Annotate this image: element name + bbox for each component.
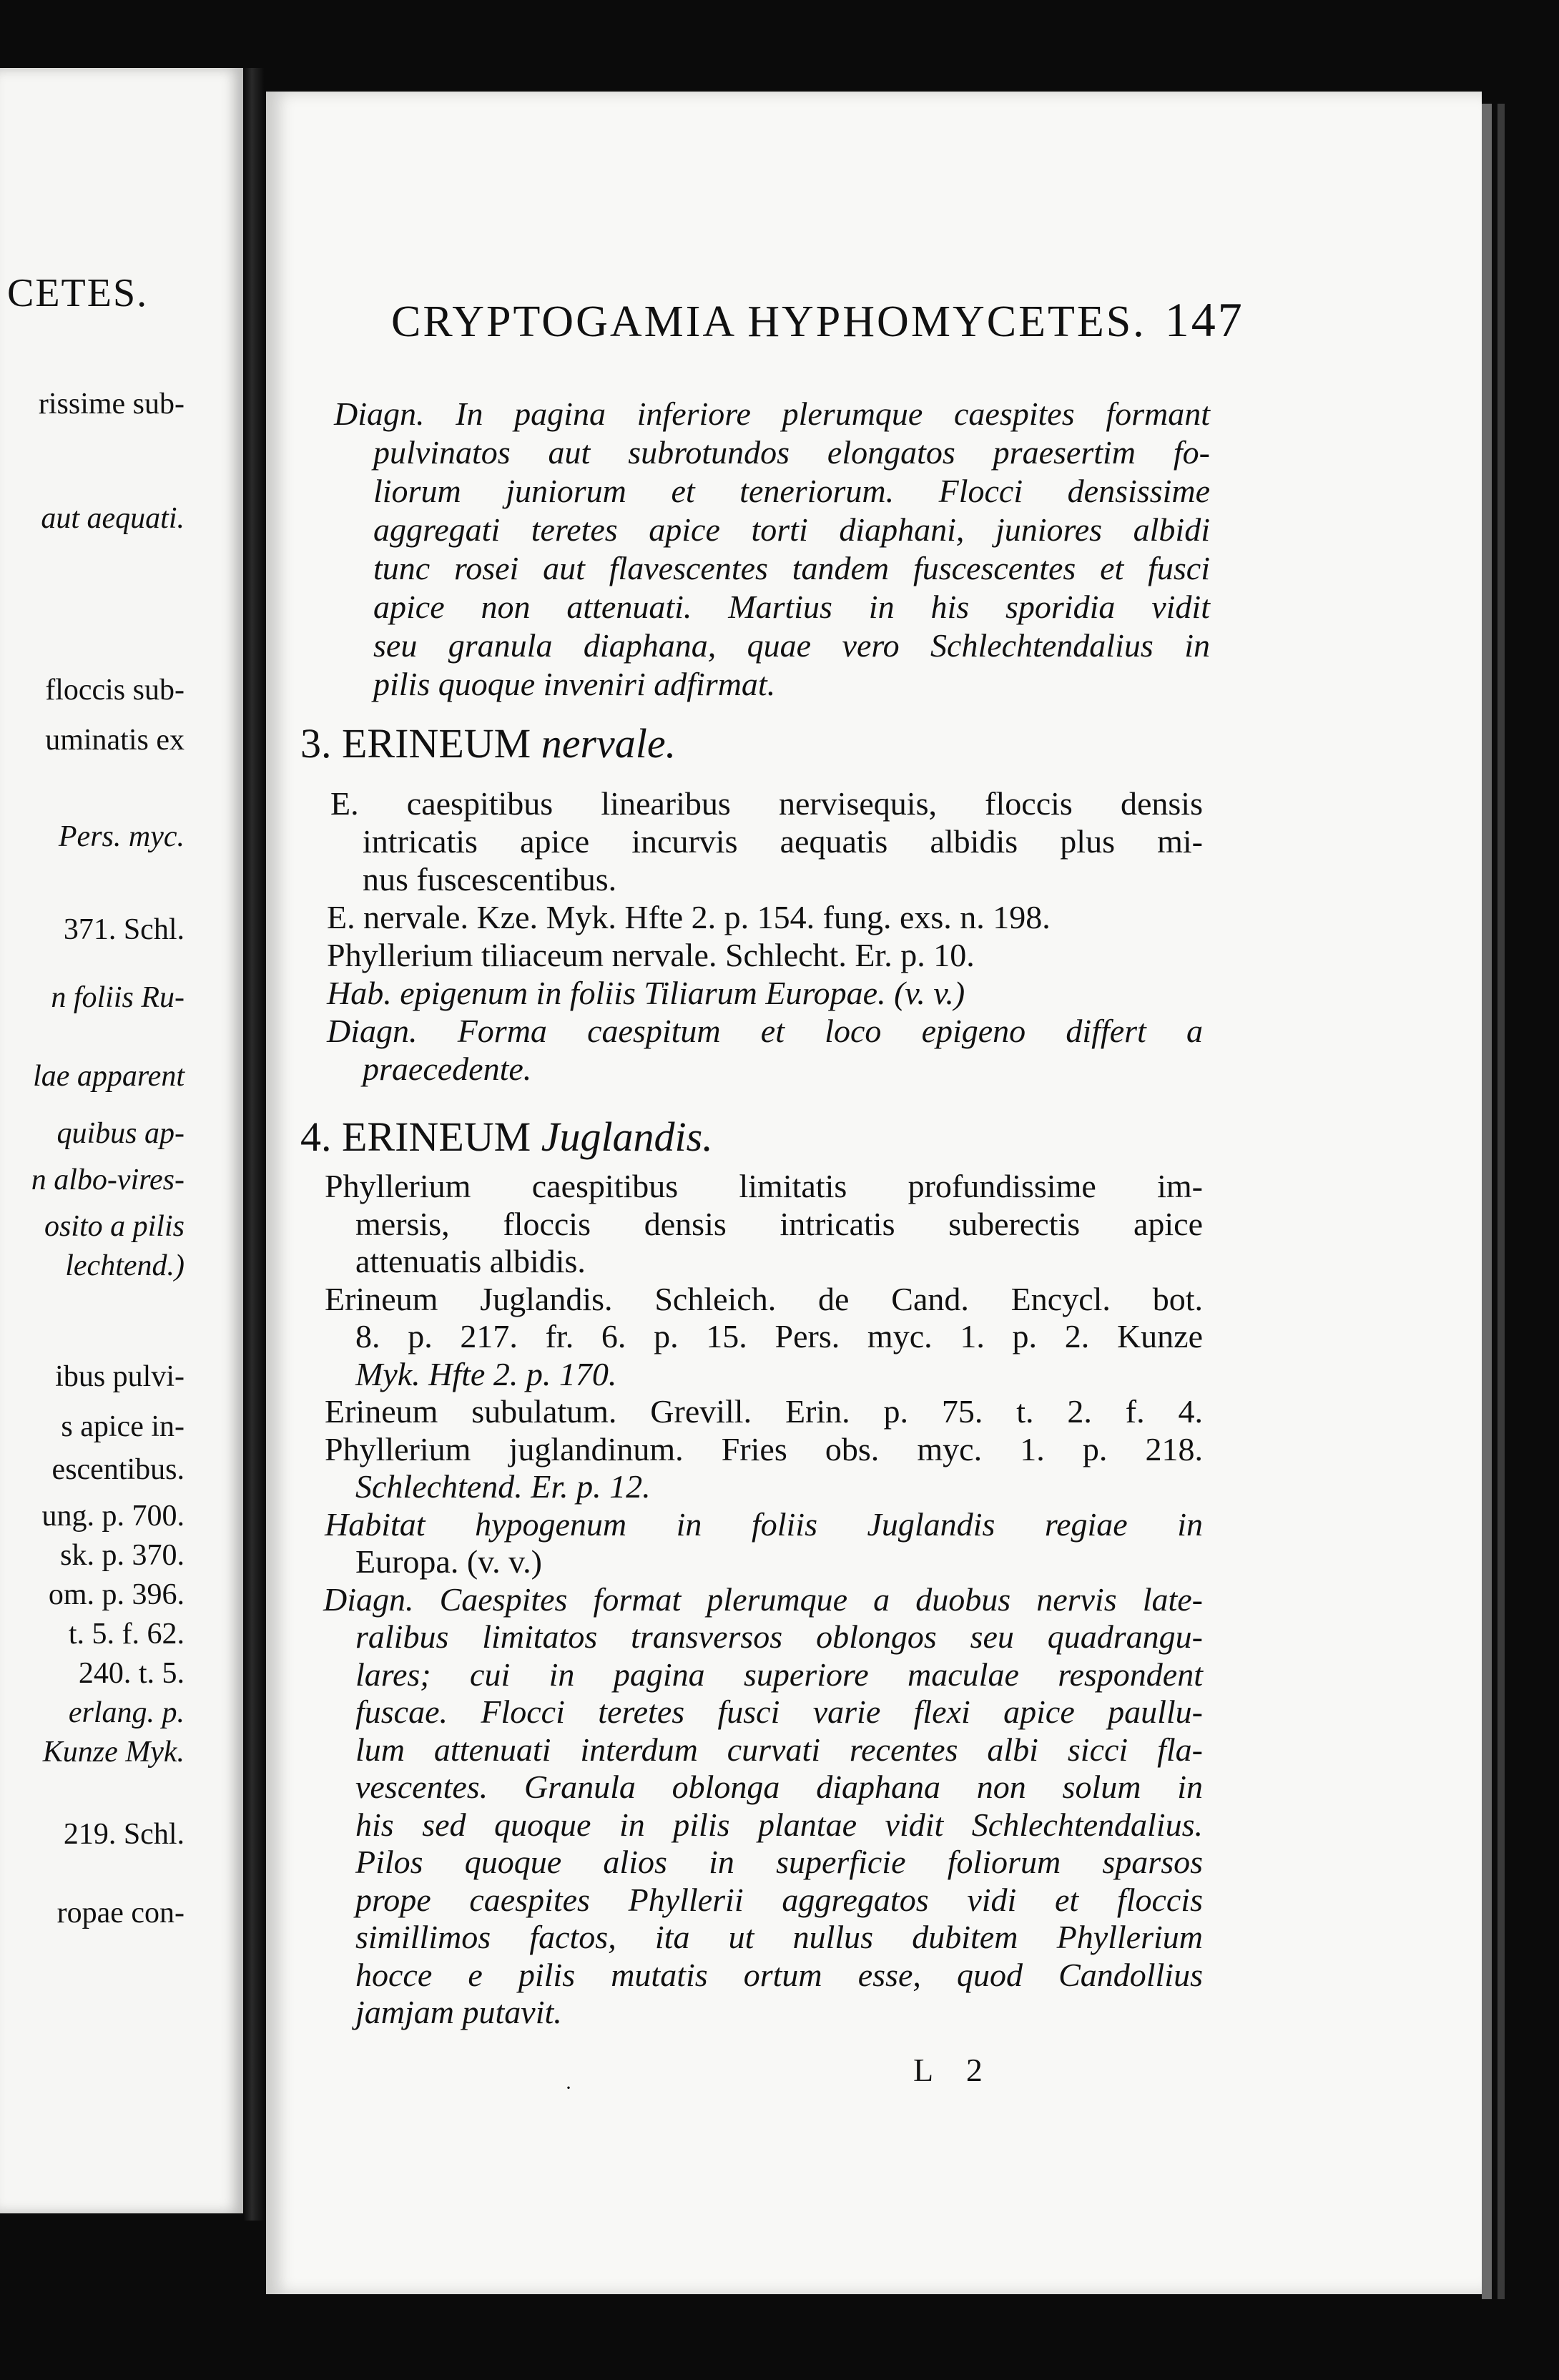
previous-page-line: Kunze Myk. xyxy=(42,1736,185,1769)
previous-page-line: lechtend.) xyxy=(65,1249,185,1282)
previous-page-line: rissime sub- xyxy=(38,388,185,421)
previous-page-line: sk. p. 370. xyxy=(60,1539,185,1572)
text-line: tunc rosei aut flavescentes tandem fuscescentes et fusci xyxy=(373,550,1210,586)
book-page xyxy=(266,92,1482,2294)
previous-page-line: lae apparent xyxy=(33,1060,185,1093)
text-line: prope caespites Phyllerii aggregatos vidi et floccis xyxy=(355,1881,1203,1918)
text-line: 8. p. 217. fr. 6. p. 15. Pers. myc. 1. p. 2. Kunze xyxy=(355,1318,1203,1354)
text-line: his sed quoque in pilis plantae vidit Schlechtendalius. xyxy=(355,1806,1203,1843)
text-line: Schlechtend. Er. p. 12. xyxy=(355,1468,651,1505)
species-genus: ERINEUM xyxy=(342,720,531,767)
text-line: Habitat hypogenum in foliis Juglandis regiae in xyxy=(325,1505,1203,1543)
book-gutter xyxy=(243,68,265,2221)
text-line: simillimos factos, ita ut nullus dubitem Phyllerium xyxy=(355,1919,1203,1955)
text-line: Hab. epigenum in foliis Tiliarum Europae. (v. v.) xyxy=(327,975,965,1011)
species-number: 3. xyxy=(300,720,332,767)
previous-page-line: ropae con- xyxy=(56,1897,185,1929)
stray-mark: · xyxy=(565,2076,572,2100)
text-line: pulvinatos aut subrotundos elongatos praesertim fo- xyxy=(373,434,1210,471)
text-line: Diagn. Forma caespitum et loco epigeno differt a xyxy=(327,1013,1203,1049)
text-line: attenuatis albidis. xyxy=(355,1243,586,1279)
page-edge xyxy=(1482,104,1492,2299)
previous-page xyxy=(0,68,243,2213)
text-line: Myk. Hfte 2. p. 170. xyxy=(355,1355,617,1392)
page-edge-shadow xyxy=(1497,104,1505,2299)
text-line: Erineum Juglandis. Schleich. de Cand. Encycl. bot. xyxy=(325,1280,1203,1317)
previous-page-line: om. p. 396. xyxy=(48,1578,185,1611)
text-line: seu granula diaphana, quae vero Schlechtendalius in xyxy=(373,627,1210,664)
text-line: Phyllerium juglandinum. Fries obs. myc. 1. p. 218. xyxy=(325,1430,1203,1467)
text-line: intricatis apice incurvis aequatis albidis plus mi- xyxy=(363,823,1203,860)
text-line: Erineum subulatum. Grevill. Erin. p. 75. t. 2. f. 4. xyxy=(325,1393,1203,1430)
text-line: Diagn. Caespites format plerumque a duobus nervis late- xyxy=(323,1580,1203,1618)
previous-page-line: t. 5. f. 62. xyxy=(68,1618,185,1651)
text-line: aggregati teretes apice torti diaphani, juniores albidi xyxy=(373,511,1210,548)
text-line: Phyllerium caespitibus limitatis profundissime im- xyxy=(325,1168,1203,1204)
species-heading-4 xyxy=(300,1114,713,1160)
previous-page-line: Pers. myc. xyxy=(58,820,185,853)
text-line: fuscae. Flocci teretes fusci varie flexi apice paullu- xyxy=(355,1693,1203,1730)
previous-page-line: quibus ap- xyxy=(56,1117,185,1150)
text-line: lum attenuati interdum curvati recentes albi sicci fla- xyxy=(355,1731,1203,1768)
text-line: nus fuscescentibus. xyxy=(363,861,617,898)
species-number: 4. xyxy=(300,1113,332,1160)
species-epithet: nervale. xyxy=(541,720,677,767)
previous-page-running-head: CETES. xyxy=(7,275,149,311)
text-line: mersis, floccis densis intricatis suberectis apice xyxy=(355,1205,1203,1242)
signature-mark: L 2 xyxy=(913,2052,995,2088)
running-head-title: CRYPTOGAMIA HYPHOMYCETES. xyxy=(391,298,1146,346)
previous-page-line: erlang. p. xyxy=(68,1696,185,1729)
text-line: E. caespitibus linearibus nervisequis, floccis densis xyxy=(330,785,1203,822)
text-line: liorum juniorum et teneriorum. Flocci densissime xyxy=(373,473,1210,509)
previous-page-line: osito a pilis xyxy=(44,1210,185,1243)
previous-page-line: ibus pulvi- xyxy=(55,1360,185,1393)
previous-page-line: n foliis Ru- xyxy=(51,981,185,1014)
previous-page-line: aut aequati. xyxy=(41,502,185,535)
previous-page-line: uminatis ex xyxy=(45,724,185,757)
text-line: pilis quoque inveniri adfirmat. xyxy=(373,666,776,702)
text-line: praecedente. xyxy=(363,1051,532,1087)
previous-page-line: 240. t. 5. xyxy=(78,1657,185,1690)
page-number: 147 xyxy=(1164,292,1244,347)
text-line: lares; cui in pagina superiore maculae respondent xyxy=(355,1656,1203,1693)
text-line: E. nervale. Kze. Myk. Hfte 2. p. 154. fung. exs. n. 198. xyxy=(327,899,1051,935)
species-heading-3 xyxy=(300,721,676,767)
text-line: Pilos quoque alios in superficie foliorum sparsos xyxy=(355,1844,1203,1880)
running-head xyxy=(391,292,1464,348)
previous-page-line: 219. Schl. xyxy=(63,1818,185,1851)
text-line: apice non attenuati. Martius in his sporidia vidit xyxy=(373,589,1210,625)
species-genus: ERINEUM xyxy=(342,1113,531,1160)
previous-page-line: ung. p. 700. xyxy=(41,1500,185,1533)
previous-page-line: floccis sub- xyxy=(45,674,185,707)
text-line: Diagn. In pagina inferiore plerumque caespites formant xyxy=(334,395,1210,432)
previous-page-line: n albo-vires- xyxy=(31,1164,185,1196)
text-line: Europa. (v. v.) xyxy=(355,1543,542,1580)
text-line: ralibus limitatos transversos oblongos seu quadrangu- xyxy=(355,1618,1203,1655)
previous-page-line: 371. Schl. xyxy=(63,913,185,946)
previous-page-line: escentibus. xyxy=(51,1453,185,1486)
text-line: Phyllerium tiliaceum nervale. Schlecht. Er. p. 10. xyxy=(327,937,975,973)
previous-page-line: s apice in- xyxy=(61,1410,185,1443)
text-line: hocce e pilis mutatis ortum esse, quod Candollius xyxy=(355,1956,1203,1993)
species-epithet: Juglandis. xyxy=(541,1113,713,1160)
text-line: jamjam putavit. xyxy=(355,1994,562,2030)
text-line: vescentes. Granula oblonga diaphana non solum in xyxy=(355,1769,1203,1805)
